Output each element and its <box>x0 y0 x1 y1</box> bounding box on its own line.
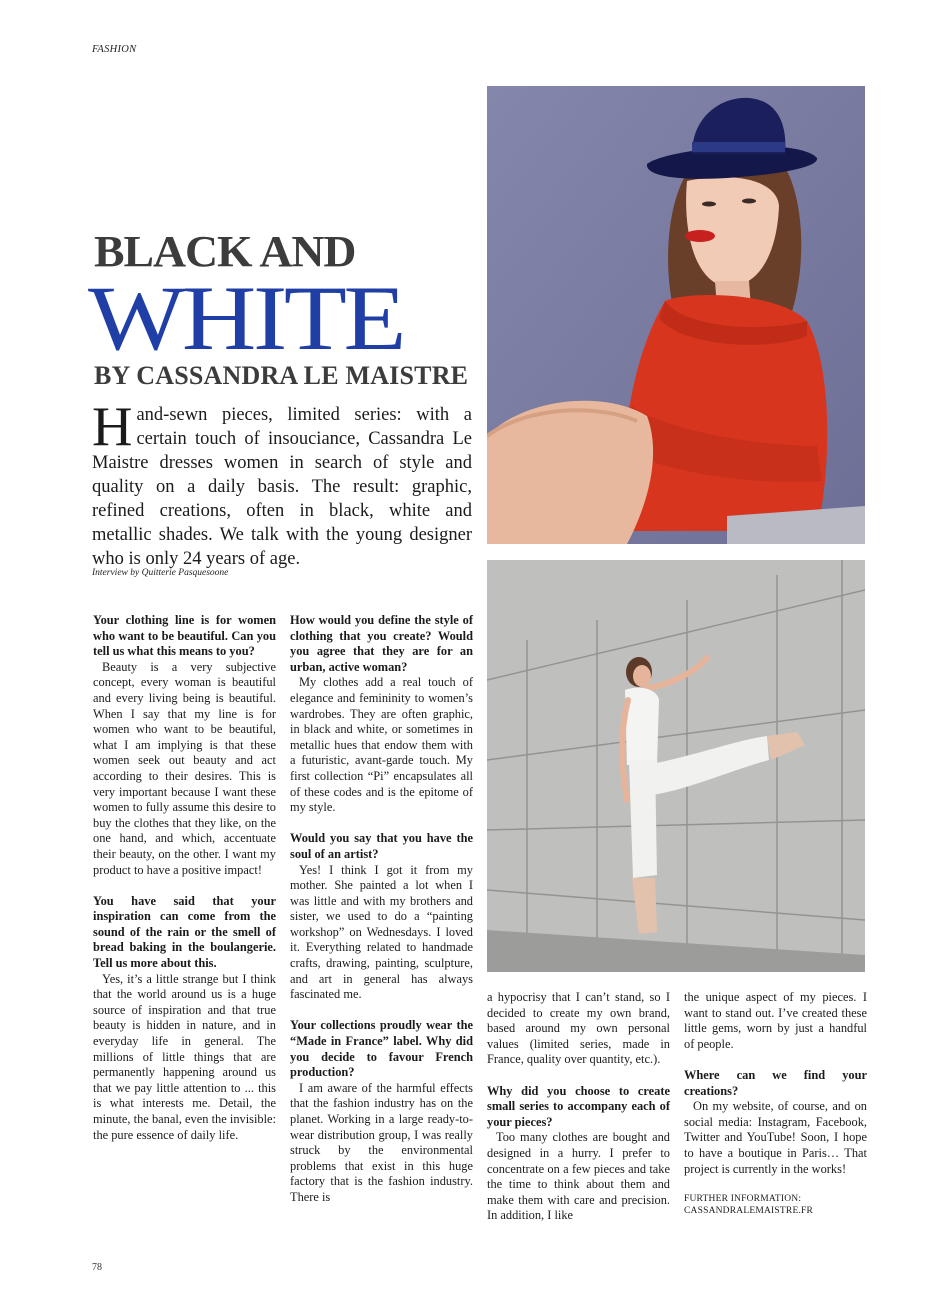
photo-red-sweater <box>487 86 865 544</box>
column-2 <box>290 613 473 1206</box>
intro-paragraph <box>92 396 472 571</box>
answer-3: My clothes add a real touch of elegance and femininity to women’s wardrobes. They are often graphic, in black and white, or sometimes in metallic hues that endow them with a futuristic, avant-garde touch. My first collection “Pi” encapsulates all of these codes and is the epitome of my style. <box>290 675 473 815</box>
question-5: Your collections proudly wear the “Made in France” label. Why did you decide to favour French production? <box>290 1018 473 1080</box>
question-7: Where can we find your creations? <box>684 1067 867 1098</box>
further-info-label: FURTHER INFORMATION: <box>684 1193 802 1204</box>
drop-cap: H <box>92 396 133 458</box>
intro-text: and-sewn pieces, limited series: with a certain touch of insouciance, Cassandra Le Maistre dresses women in search of style and quality on a daily basis. The result: graphic, refined creations, often in black, white and metallic shades. We talk with the young designer who is only 24 years of age. <box>92 405 472 569</box>
answer-4: Yes! I think I got it from my mother. She painted a lot when I was little and with my brothers and sister, we used to do a “painting workshop” on Wednesdays. I loved it. Everything related to handmade crafts, drawing, painting, sculpture, and art in general has always fascinated me. <box>290 862 473 1002</box>
answer-2: Yes, it’s a little strange but I think that the world around us is a huge source of inspiration and that true beauty is hidden in nature, and in everyday life in general. The millions of little things that are permanently happening around us that we pay little attention to ... this is what interests me. Detail, the minute, the banal, even the invisible: the pure essence of daily life. <box>93 971 276 1142</box>
question-1: Your clothing line is for women who want to be beautiful. Can you tell us what this means to you? <box>93 613 276 659</box>
answer-7: On my website, of course, and on social media: Instagram, Facebook, Twitter and YouTube! Soon, I hope to have a boutique in Paris… That project is currently in the works! <box>684 1099 867 1176</box>
question-2: You have said that your inspiration can come from the sound of the rain or the smell of bread baking in the boulangerie. Tell us more about this. <box>93 893 276 971</box>
column-4 <box>684 990 867 1217</box>
page-number: 78 <box>92 1262 102 1273</box>
answer-1: Beauty is a very subjective concept, every woman is beautiful and every living being is beautiful. When I say that my line is for women who want to be beautiful, what I am implying is that these women seek out beauty and act according to their desires. This is very important because I want these women to fully assume this desire to buy the clothes that they like, on the one hand, and which, accentuate their beauty, on the other. I want my product to have a positive impact! <box>93 659 276 877</box>
column-3 <box>487 990 670 1224</box>
photo-white-outfit-illustration <box>487 560 865 972</box>
photo-white-outfit <box>487 560 865 972</box>
title-line-1: BLACK AND <box>94 227 356 276</box>
question-6: Why did you choose to create small series to accompany each of your pieces? <box>487 1083 670 1129</box>
title-line-2: WHITE <box>88 267 404 369</box>
column-1 <box>93 613 276 1143</box>
answer-6-part-2: the unique aspect of my pieces. I want to stand out. I’ve created these little gems, worn by just a handful of people. <box>684 990 867 1051</box>
interview-credit: Interview by Quitterie Pasquesoone <box>92 568 229 578</box>
further-info-url[interactable]: CASSANDRALEMAISTRE.FR <box>684 1205 814 1216</box>
answer-6-part-1: Too many clothes are bought and designed in a hurry. I prefer to concentrate on a few pieces and take the time to think about them and make them with care and precision. In addition, I like <box>487 1130 670 1223</box>
photo-red-sweater-illustration <box>487 86 865 544</box>
answer-5-part-2: a hypocrisy that I can’t stand, so I decided to create my own brand, based around my own personal values (limited series, made in France, quality over quantity, etc.). <box>487 990 670 1067</box>
title-byline: BY CASSANDRA LE MAISTRE <box>94 361 469 390</box>
question-3: How would you define the style of clothing that you create? Would you agree that they are for an urban, active woman? <box>290 613 473 674</box>
answer-5-part-1: I am aware of the harmful effects that the fashion industry has on the planet. Working in a large ready-to-wear distribution group, I was really struck by the environmental problems that exist in this huge factory that is the fashion industry. There is <box>290 1080 473 1204</box>
question-4: Would you say that you have the soul of an artist? <box>290 831 473 861</box>
section-label: FASHION <box>92 44 137 55</box>
